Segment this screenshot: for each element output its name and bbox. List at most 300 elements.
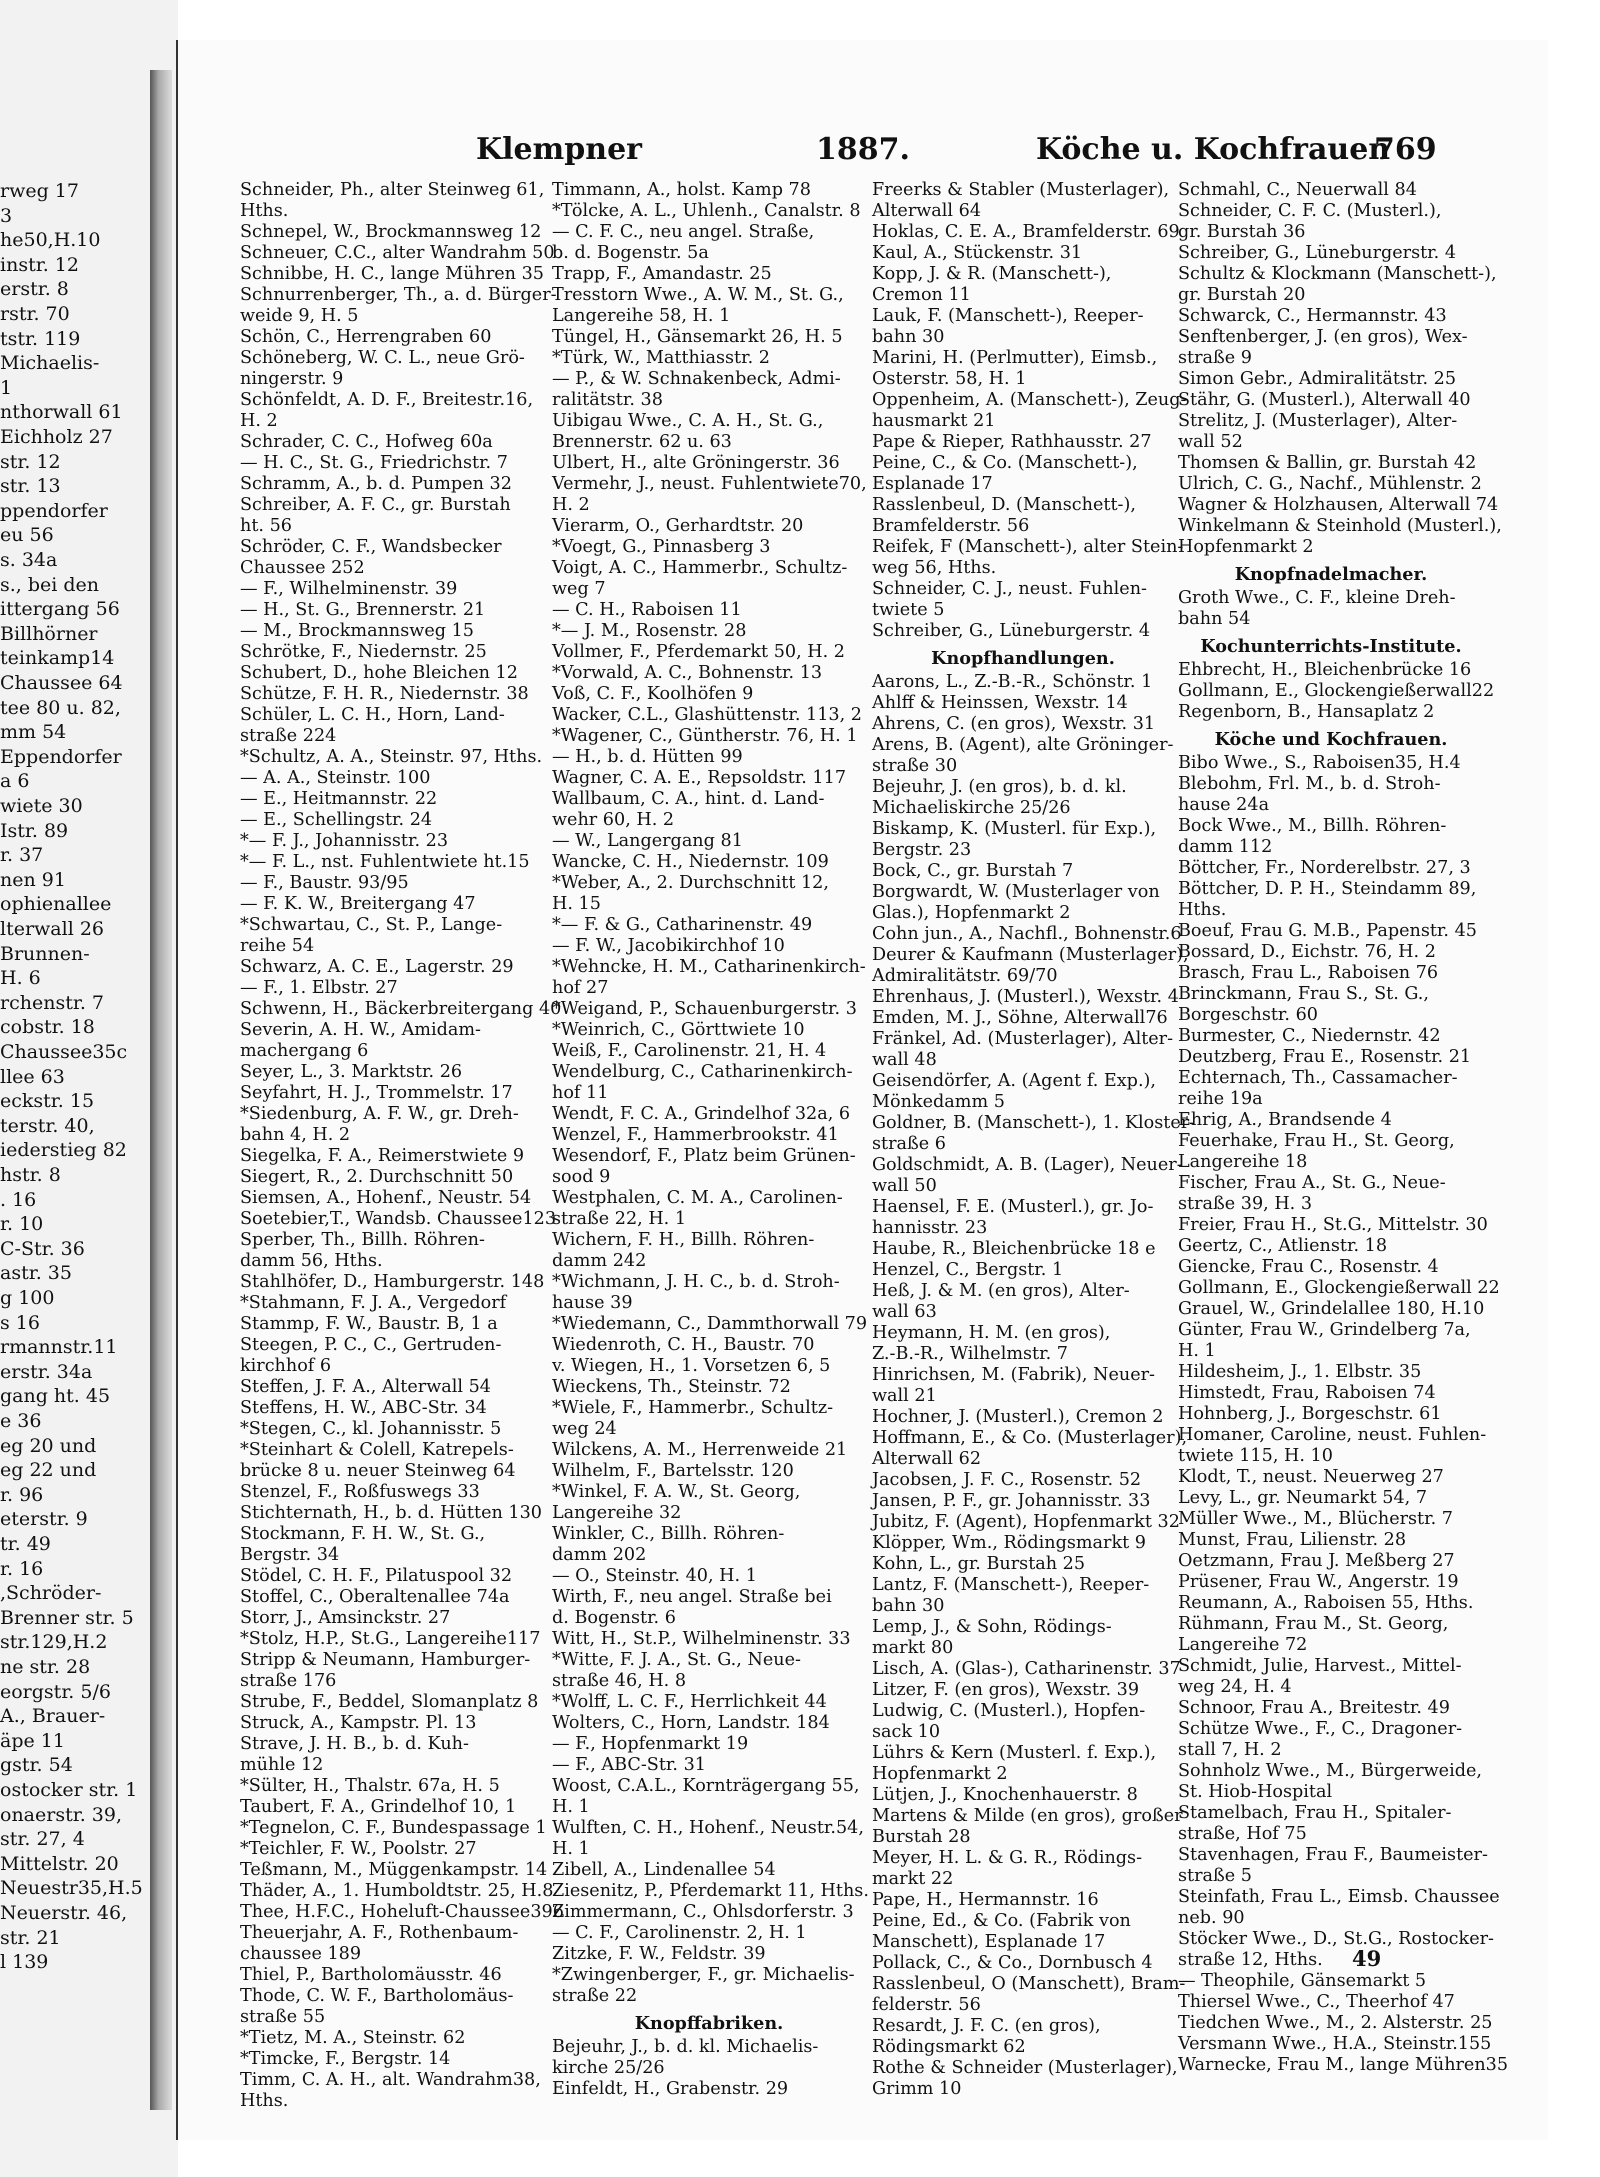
directory-entry: Teßmann, M., Müggenkampstr. 14: [240, 1860, 548, 1880]
directory-entry: H. 2: [240, 411, 278, 431]
left-page-line: eterstr. 9: [0, 1508, 88, 1531]
left-page-line: tr. 49: [0, 1533, 51, 1555]
directory-entry: Stödel, C. H. F., Pilatuspool 32: [240, 1566, 513, 1586]
left-page-line: r. 96: [0, 1483, 44, 1506]
left-page-line: A., Brauer-: [0, 1705, 106, 1728]
directory-entry: Bejeuhr, J., b. d. kl. Michaelis-: [552, 2037, 819, 2057]
directory-entry: Schön, C., Herrengraben 60: [240, 327, 492, 347]
left-page-line: astr. 35: [0, 1262, 72, 1285]
left-page-line: e 36: [0, 1410, 42, 1432]
directory-entry: Biskamp, K. (Musterl. für Exp.),: [872, 819, 1157, 839]
column-4: [1178, 180, 1509, 2075]
directory-entry: bahn 30: [872, 327, 945, 347]
directory-entry: hof 27: [552, 978, 609, 998]
directory-entry: Witt, H., St.P., Wilhelminenstr. 33: [552, 1629, 851, 1649]
directory-entry: Wagner & Holzhausen, Alterwall 74: [1178, 495, 1499, 515]
directory-entry: Wesendorf, F., Platz beim Grünen-: [552, 1146, 856, 1166]
directory-entry: damm 202: [552, 1545, 647, 1565]
directory-entry: *Wolff, L. C. F., Herrlichkeit 44: [552, 1692, 827, 1712]
left-page-line: rstr. 70: [0, 303, 70, 325]
left-page-line: gstr. 54: [0, 1754, 73, 1777]
directory-entry: Siegelka, F. A., Reimerstwiete 9: [240, 1146, 525, 1166]
directory-entry: Pollack, C., & Co., Dornbusch 4: [872, 1953, 1153, 1973]
directory-entry: — W., Langergang 81: [552, 831, 743, 851]
left-page-line: Brunnen-: [0, 942, 90, 965]
directory-entry: Brennerstr. 62 u. 63: [552, 432, 732, 452]
directory-entry: Borgwardt, W. (Musterlager von: [872, 882, 1160, 902]
left-page-line: str. 13: [0, 475, 61, 498]
directory-entry: *Weinrich, C., Görttwiete 10: [552, 1020, 805, 1040]
directory-entry: weg 24: [552, 1419, 617, 1439]
directory-entry: Winkelmann & Steinhold (Musterl.),: [1178, 516, 1502, 536]
directory-entry: Ulbert, H., alte Gröningerstr. 36: [552, 453, 840, 473]
directory-entry: Stripp & Neumann, Hamburger-: [240, 1650, 531, 1670]
directory-entry: Bergstr. 23: [872, 840, 972, 860]
directory-entry: Schneuer, C.C., alter Wandrahm 50: [240, 243, 555, 263]
directory-entry: *Teichler, F. W., Poolstr. 27: [240, 1839, 477, 1859]
directory-entry: Klöpper, Wm., Rödingsmarkt 9: [872, 1533, 1146, 1553]
directory-entry: H. 15: [552, 894, 601, 914]
directory-entry: Schneider, Ph., alter Steinweg 61,: [240, 180, 545, 200]
directory-entry: — C. H., Raboisen 11: [552, 600, 742, 620]
left-page-line: s., bei den: [0, 573, 100, 596]
directory-entry: — F., 1. Elbstr. 27: [240, 978, 398, 998]
directory-entry: Siemsen, A., Hohenf., Neustr. 54: [240, 1188, 532, 1208]
directory-entry: Kopp, J. & R. (Manschett-),: [872, 264, 1112, 284]
left-page-line: rmannstr.11: [0, 1336, 118, 1359]
directory-entry: — F., Hopfenmarkt 19: [552, 1734, 749, 1754]
directory-entry: Winkler, C., Billh. Röhren-: [552, 1524, 785, 1544]
directory-entry: *Steinhart & Colell, Katrepels-: [240, 1440, 514, 1460]
column-3: [872, 180, 1196, 2099]
left-page-line: H. 6: [0, 967, 41, 990]
directory-entry: — F., Baustr. 93/95: [240, 873, 409, 893]
directory-entry: Steffens, H. W., ABC-Str. 34: [240, 1398, 487, 1418]
directory-entry: — C. F. C., neu angel. Straße,: [552, 222, 815, 242]
directory-entry: sack 10: [872, 1722, 941, 1742]
directory-entry: Emden, M. J., Söhne, Alterwall76: [872, 1008, 1168, 1028]
directory-entry: Schreiber, G., Lüneburgerstr. 4: [872, 621, 1151, 641]
left-page-line: Chaussee 64: [0, 672, 123, 694]
directory-entry: Manschett), Esplanade 17: [872, 1932, 1106, 1952]
directory-entry: Regenborn, B., Hansaplatz 2: [1178, 702, 1435, 722]
directory-entry: Trapp, F., Amandastr. 25: [552, 264, 772, 284]
directory-entry: bahn 54: [1178, 609, 1251, 629]
directory-entry: Ludwig, C. (Musterl.), Hopfen-: [872, 1701, 1146, 1721]
directory-entry: Aarons, L., Z.-B.-R., Schönstr. 1: [872, 672, 1153, 692]
directory-entry: Weiß, F., Carolinenstr. 21, H. 4: [552, 1041, 827, 1061]
left-page-line: str. 27, 4: [0, 1828, 85, 1851]
directory-entry: Wallbaum, C. A., hint. d. Land-: [552, 789, 825, 809]
directory-entry: mühle 12: [240, 1755, 324, 1775]
section-heading: Knopfnadelmacher.: [1234, 564, 1428, 585]
left-page-line: a 6: [0, 770, 30, 793]
directory-entry: Wulften, C. H., Hohenf., Neustr.54,: [552, 1818, 864, 1838]
directory-entry: b. d. Bogenstr. 5a: [552, 243, 709, 263]
directory-entry: Schramm, A., b. d. Pumpen 32: [240, 474, 512, 494]
directory-entry: Stahlhöfer, D., Hamburgerstr. 148: [240, 1272, 545, 1292]
directory-entry: straße 39, H. 3: [1178, 1194, 1313, 1214]
left-page-line: ppendorfer: [0, 499, 108, 522]
directory-entry: Hths.: [240, 2091, 289, 2111]
directory-entry: Martens & Milde (en gros), großer: [872, 1806, 1183, 1826]
directory-entry: Grauel, W., Grindelallee 180, H.10: [1178, 1299, 1485, 1319]
directory-entry: *Voegt, G., Pinnasberg 3: [552, 537, 771, 557]
left-page-line: nthorwall 61: [0, 401, 123, 424]
directory-entry: reihe 54: [240, 936, 315, 956]
book-gutter: [150, 70, 172, 2110]
directory-entry: Chaussee 252: [240, 558, 365, 578]
directory-entry: Stähr, G. (Musterl.), Alterwall 40: [1178, 390, 1471, 410]
directory-entry: Timmann, A., holst. Kamp 78: [552, 180, 811, 200]
left-page-line: eg 22 und: [0, 1459, 97, 1482]
directory-entry: Rothe & Schneider (Musterlager),: [872, 2058, 1178, 2078]
directory-entry: Freier, Frau H., St.G., Mittelstr. 30: [1178, 1215, 1488, 1235]
directory-entry: H. 1: [552, 1797, 590, 1817]
directory-entry: weide 9, H. 5: [240, 306, 359, 326]
directory-entry: Ahrens, C. (en gros), Wexstr. 31: [872, 714, 1156, 734]
left-page-line: rchenstr. 7: [0, 991, 104, 1014]
directory-entry: *— F. L., nst. Fuhlentwiete ht.15: [240, 852, 530, 872]
left-page-line: l 139: [0, 1951, 49, 1974]
left-page-line: . 16: [0, 1188, 37, 1211]
left-page-line: ,Schröder-: [0, 1582, 102, 1605]
directory-entry: Jubitz, F. (Agent), Hopfenmarkt 32: [872, 1512, 1180, 1532]
left-page-line: str. 12: [0, 450, 61, 473]
directory-entry: — M., Brockmannsweg 15: [240, 621, 475, 641]
directory-entry: Haensel, F. E. (Musterl.), gr. Jo-: [872, 1197, 1154, 1217]
left-page-line: rweg 17: [0, 180, 79, 202]
directory-entry: St. Hiob-Hospital: [1178, 1782, 1333, 1802]
directory-entry: neb. 90: [1178, 1908, 1245, 1928]
directory-entry: *Schultz, A. A., Steinstr. 97, Hths.: [240, 747, 543, 767]
directory-entry: Ehrig, A., Brandsende 4: [1178, 1110, 1392, 1130]
directory-entry: Böttcher, D. P. H., Steindamm 89,: [1178, 879, 1477, 899]
left-page-line: onaerstr. 39,: [0, 1803, 123, 1826]
directory-entry: weg 56, Hths.: [872, 558, 997, 578]
directory-entry: *Wagener, C., Güntherstr. 76, H. 1: [552, 726, 858, 746]
directory-entry: Simon Gebr., Admiralitätstr. 25: [1178, 369, 1457, 389]
directory-entry: *Stolz, H.P., St.G., Langereihe117: [240, 1629, 541, 1649]
directory-entry: Peine, C., & Co. (Manschett-),: [872, 453, 1138, 473]
directory-entry: Hochner, J. (Musterl.), Cremon 2: [872, 1407, 1164, 1427]
directory-entry: *Wiedemann, C., Dammthorwall 79: [552, 1314, 868, 1334]
directory-entry: Cohn jun., A., Nachfl., Bohnenstr.6: [872, 924, 1182, 944]
directory-entry: *Stegen, C., kl. Johannisstr. 5: [240, 1419, 502, 1439]
directory-entry: Wancke, C. H., Niedernstr. 109: [552, 852, 829, 872]
section-heading: Knopfhandlungen.: [931, 648, 1115, 669]
directory-entry: Pape, H., Hermannstr. 16: [872, 1890, 1099, 1910]
directory-entry: Feuerhake, Frau H., St. Georg,: [1178, 1131, 1455, 1151]
left-page-line: r. 37: [0, 844, 44, 867]
directory-entry: weg 7: [552, 579, 606, 599]
left-page-line: gang ht. 45: [0, 1385, 111, 1408]
directory-entry: Ziesenitz, P., Pferdemarkt 11, Hths.: [552, 1881, 869, 1901]
directory-entry: Siegert, R., 2. Durchschnitt 50: [240, 1167, 514, 1187]
left-page-line: llee 63: [0, 1065, 65, 1088]
directory-entry: — E., Heitmannstr. 22: [240, 789, 438, 809]
left-page-line: Eichholz 27: [0, 426, 113, 448]
directory-entry: Brinckmann, Frau S., St. G.,: [1178, 984, 1429, 1004]
left-page-line: tee 80 u. 82,: [0, 696, 121, 719]
directory-entry: Storr, J., Amsinckstr. 27: [240, 1608, 451, 1628]
directory-entry: Grimm 10: [872, 2079, 962, 2099]
directory-entry: Prüsener, Frau W., Angerstr. 19: [1178, 1572, 1459, 1592]
directory-entry: Langereihe 32: [552, 1503, 682, 1523]
directory-entry: Stenzel, F., Roßfuswegs 33: [240, 1482, 480, 1502]
directory-entry: Strelitz, J. (Musterlager), Alter-: [1178, 411, 1458, 431]
directory-entry: kirchhof 6: [240, 1356, 332, 1376]
left-page-line: terstr. 40,: [0, 1114, 95, 1137]
directory-entry: twiete 115, H. 10: [1178, 1446, 1333, 1466]
directory-entry: straße 46, H. 8: [552, 1671, 687, 1691]
directory-entry: *— F. & G., Catharinenstr. 49: [552, 915, 813, 935]
directory-entry: Schönfeldt, A. D. F., Breitestr.16,: [240, 390, 534, 410]
directory-entry: *Wichmann, J. H. C., b. d. Stroh-: [552, 1272, 840, 1292]
directory-entry: markt 22: [872, 1869, 954, 1889]
directory-entry: Munst, Frau, Lilienstr. 28: [1178, 1530, 1407, 1550]
left-page-line: iederstieg 82: [0, 1139, 127, 1162]
directory-entry: hausmarkt 21: [872, 411, 996, 431]
directory-entry: Sperber, Th., Billh. Röhren-: [240, 1230, 485, 1250]
directory-entry: Schrader, C. C., Hofweg 60a: [240, 432, 493, 452]
directory-entry: Marini, H. (Perlmutter), Eimsb.,: [872, 348, 1158, 368]
directory-entry: Hths.: [1178, 900, 1227, 920]
directory-entry: Kaul, A., Stückenstr. 31: [872, 243, 1083, 263]
directory-entry: *Tölcke, A. L., Uhlenh., Canalstr. 8: [552, 201, 861, 221]
directory-entry: Wiedenroth, C. H., Baustr. 70: [552, 1335, 815, 1355]
directory-entry: Langereihe 18: [1178, 1152, 1308, 1172]
directory-entry: Rasslenbeul, D. (Manschett-),: [872, 495, 1136, 515]
left-page-line: eckstr. 15: [0, 1090, 95, 1113]
directory-entry: — Theophile, Gänsemarkt 5: [1178, 1971, 1427, 1991]
directory-entry: Bramfelderstr. 56: [872, 516, 1030, 536]
directory-entry: Deurer & Kaufmann (Musterlager),: [872, 945, 1189, 965]
left-page-line: erstr. 34a: [0, 1360, 93, 1383]
directory-entry: Soetebier,T., Wandsb. Chaussee123: [240, 1209, 557, 1229]
directory-entry: Lührs & Kern (Musterl. f. Exp.),: [872, 1743, 1157, 1763]
left-page-line: hstr. 8: [0, 1164, 61, 1186]
section-heading: Köche und Kochfrauen.: [1214, 729, 1448, 750]
left-page-line: instr. 12: [0, 253, 79, 276]
directory-entry: Hohnberg, J., Borgeschstr. 61: [1178, 1404, 1442, 1424]
directory-entry: Schneider, C. J., neust. Fuhlen-: [872, 579, 1147, 599]
directory-entry: Reifek, F (Manschett-), alter Stein-: [872, 537, 1184, 557]
directory-entry: Struck, A., Kampstr. Pl. 13: [240, 1713, 477, 1733]
section-heading: Kochunterrichts-Institute.: [1200, 636, 1462, 657]
directory-entry: Zibell, A., Lindenallee 54: [552, 1860, 776, 1880]
directory-entry: Jacobsen, J. F. C., Rosenstr. 52: [872, 1470, 1142, 1490]
directory-entry: Schwarck, C., Hermannstr. 43: [1178, 306, 1447, 326]
directory-entry: Borgeschstr. 60: [1178, 1005, 1318, 1025]
left-page-line: mm 54: [0, 721, 67, 744]
directory-entry: v. Wiegen, H., 1. Vorsetzen 6, 5: [552, 1356, 831, 1376]
directory-entry: Severin, A. H. W., Amidam-: [240, 1020, 481, 1040]
directory-entry: Bergstr. 34: [240, 1545, 340, 1565]
directory-entry: Rühmann, Frau M., St. Georg,: [1178, 1614, 1449, 1634]
directory-entry: Michaeliskirche 25/26: [872, 798, 1071, 818]
directory-entry: Himstedt, Frau, Raboisen 74: [1178, 1383, 1436, 1403]
directory-entry: hof 11: [552, 1083, 609, 1103]
directory-entry: Tiedchen Wwe., M., 2. Alsterstr. 25: [1178, 2013, 1493, 2033]
left-page-line: äpe 11: [0, 1729, 65, 1752]
directory-entry: *Schwartau, C., St. P., Lange-: [240, 915, 503, 935]
directory-entry: Arens, B. (Agent), alte Gröninger-: [872, 735, 1174, 755]
directory-entry: weg 24, H. 4: [1178, 1677, 1292, 1697]
header-year: 1887.: [816, 132, 910, 167]
left-page-line: 1: [0, 376, 13, 399]
directory-entry: Stöcker Wwe., D., St.G., Rostocker-: [1178, 1929, 1494, 1949]
directory-entry: *Timcke, F., Bergstr. 14: [240, 2049, 451, 2069]
directory-entry: Burmester, C., Niedernstr. 42: [1178, 1026, 1441, 1046]
directory-entry: Seyer, L., 3. Marktstr. 26: [240, 1062, 463, 1082]
directory-entry: Tüngel, H., Gänsemarkt 26, H. 5: [552, 327, 843, 347]
left-page-line: Chaussee35c: [0, 1041, 128, 1063]
left-page-line: tstr. 119: [0, 327, 81, 350]
directory-entry: twiete 5: [872, 600, 945, 620]
directory-entry: Admiralitätstr. 69/70: [872, 966, 1058, 986]
directory-entry: straße 30: [872, 756, 958, 776]
directory-entry: Alterwall 64: [872, 201, 982, 221]
directory-entry: Wendt, F. C. A., Grindelhof 32a, 6: [552, 1104, 851, 1124]
left-page-line: eu 56: [0, 524, 54, 547]
left-page-line: g 100: [0, 1287, 55, 1309]
directory-entry: Fischer, Frau A., St. G., Neue-: [1178, 1173, 1446, 1193]
directory-entry: Wenzel, F., Hammerbrookstr. 41: [552, 1125, 839, 1145]
left-page-line: ostocker str. 1: [0, 1779, 138, 1801]
directory-entry: Wilhelm, F., Bartelsstr. 120: [552, 1461, 794, 1481]
directory-entry: Stamelbach, Frau H., Spitaler-: [1178, 1803, 1452, 1823]
directory-entry: Steinfath, Frau L., Eimsb. Chaussee: [1178, 1887, 1500, 1907]
directory-entry: ht. 56: [240, 516, 292, 536]
header-left-keyword: Klempner: [476, 132, 642, 167]
directory-entry: Oetzmann, Frau J. Meßberg 27: [1178, 1551, 1455, 1571]
directory-entry: — A. A., Steinstr. 100: [240, 768, 431, 788]
directory-entry: Oppenheim, A. (Manschett-), Zeug-: [872, 390, 1187, 410]
directory-entry: Thiel, P., Bartholomäusstr. 46: [240, 1965, 502, 1985]
directory-entry: straße 12, Hths.: [1178, 1950, 1323, 1970]
directory-entry: Bibo Wwe., S., Raboisen35, H.4: [1178, 753, 1461, 773]
left-page-line: nen 91: [0, 868, 66, 891]
directory-entry: Goldschmidt, A. B. (Lager), Neuer-: [872, 1155, 1183, 1175]
directory-entry: H. 2: [552, 495, 590, 515]
directory-entry: Wendelburg, C., Catharinenkirch-: [552, 1062, 853, 1082]
directory-entry: Schmidt, Julie, Harvest., Mittel-: [1178, 1656, 1462, 1676]
directory-entry: *Stahmann, F. J. A., Vergedorf: [240, 1293, 507, 1313]
directory-entry: Schöneberg, W. C. L., neue Grö-: [240, 348, 525, 368]
directory-entry: Lisch, A. (Glas-), Catharinenstr. 37: [872, 1659, 1181, 1679]
directory-entry: Günter, Frau W., Grindelberg 7a,: [1178, 1320, 1471, 1340]
directory-entry: Hths.: [240, 201, 289, 221]
directory-entry: Schrötke, F., Niedernstr. 25: [240, 642, 487, 662]
directory-entry: Boeuf, Frau G. M.B., Papenstr. 45: [1178, 921, 1477, 941]
directory-entry: Schneider, C. F. C. (Musterl.),: [1178, 201, 1442, 221]
directory-entry: Einfeldt, H., Grabenstr. 29: [552, 2079, 789, 2099]
directory-entry: Bejeuhr, J. (en gros), b. d. kl.: [872, 777, 1127, 797]
left-page-line: Mittelstr. 20: [0, 1852, 119, 1875]
directory-entry: *Wiele, F., Hammerbr., Schultz-: [552, 1398, 834, 1418]
directory-entry: bahn 30: [872, 1596, 945, 1616]
directory-entry: — F., ABC-Str. 31: [552, 1755, 706, 1775]
directory-entry: Strube, F., Beddel, Slomanplatz 8: [240, 1692, 539, 1712]
directory-entry: Theuerjahr, A. F., Rothenbaum-: [240, 1923, 519, 1943]
directory-entry: — F. K. W., Breitergang 47: [240, 894, 476, 914]
directory-entry: Meyer, H. L. & G. R., Rödings-: [872, 1848, 1143, 1868]
directory-entry: hannisstr. 23: [872, 1218, 988, 1238]
directory-entry: Warnecke, Frau M., lange Mühren35: [1178, 2055, 1509, 2075]
directory-entry: damm 242: [552, 1251, 647, 1271]
directory-entry: H. 1: [1178, 1341, 1216, 1361]
directory-entry: *Zwingenberger, F., gr. Michaelis-: [552, 1965, 855, 1985]
directory-entry: chaussee 189: [240, 1944, 362, 1964]
section-heading: Knopffabriken.: [634, 2013, 784, 2034]
directory-entry: sood 9: [552, 1167, 611, 1187]
directory-entry: Vollmer, F., Pferdemarkt 50, H. 2: [552, 642, 845, 662]
directory-entry: Hinrichsen, M. (Fabrik), Neuer-: [872, 1365, 1155, 1385]
directory-entry: Gollmann, E., Glockengießerwall22: [1178, 681, 1495, 701]
directory-entry: Kohn, L., gr. Burstah 25: [872, 1554, 1086, 1574]
left-page-line: str.129,H.2: [0, 1631, 108, 1654]
directory-entry: straße 6: [872, 1134, 946, 1154]
directory-entry: Wolters, C., Horn, Landstr. 184: [552, 1713, 830, 1733]
directory-entry: Senftenberger, J. (en gros), Wex-: [1178, 327, 1468, 347]
directory-entry: Zitzke, F. W., Feldstr. 39: [552, 1944, 766, 1964]
directory-entry: straße 5: [1178, 1866, 1252, 1886]
directory-entry: Klodt, T., neust. Neuerweg 27: [1178, 1467, 1444, 1487]
directory-entry: Wichern, F. H., Billh. Röhren-: [552, 1230, 815, 1250]
directory-entry: Osterstr. 58, H. 1: [872, 369, 1027, 389]
directory-entry: Fränkel, Ad. (Musterlager), Alter-: [872, 1029, 1174, 1049]
directory-entry: damm 56, Hths.: [240, 1251, 383, 1271]
directory-entry: Echternach, Th., Cassamacher-: [1178, 1068, 1458, 1088]
left-page-line: teinkamp14: [0, 647, 115, 670]
directory-entry: Esplanade 17: [872, 474, 993, 494]
directory-entry: *Weigand, P., Schauenburgerstr. 3: [552, 999, 857, 1019]
running-header: [226, 132, 1437, 172]
directory-entry: straße 9: [1178, 348, 1252, 368]
directory-entry: Wagner, C. A. E., Repsoldstr. 117: [552, 768, 847, 788]
directory-entry: ralitätstr. 38: [552, 390, 663, 410]
directory-entry: Steffen, J. F. A., Alterwall 54: [240, 1377, 491, 1397]
directory-entry: Haube, R., Bleichenbrücke 18 e: [872, 1239, 1156, 1259]
directory-entry: Rödingsmarkt 62: [872, 2037, 1026, 2057]
left-page-line: Neuerstr. 46,: [0, 1902, 128, 1924]
directory-entry: Thiersel Wwe., C., Theerhof 47: [1178, 1992, 1455, 2012]
directory-entry: Wacker, C.L., Glashüttenstr. 113, 2: [552, 705, 862, 725]
directory-entry: straße 22: [552, 1986, 638, 2006]
directory-entry: Litzer, F. (en gros), Wexstr. 39: [872, 1680, 1140, 1700]
directory-entry: Schröder, C. F., Wandsbecker: [240, 537, 502, 557]
directory-entry: d. Bogenstr. 6: [552, 1608, 676, 1628]
left-page-line: Michaelis-: [0, 352, 100, 375]
directory-entry: Versmann Wwe., H.A., Steinstr.155: [1178, 2034, 1492, 2054]
left-page-line: r. 16: [0, 1557, 44, 1580]
signature-mark: 49: [1352, 1946, 1382, 1971]
directory-entry: Vermehr, J., neust. Fuhlentwiete70,: [552, 474, 867, 494]
directory-entry: Schreiber, A. F. C., gr. Burstah: [240, 495, 511, 515]
directory-entry: *— J. M., Rosenstr. 28: [552, 621, 747, 641]
directory-entry: Wirth, F., neu angel. Straße bei: [552, 1587, 832, 1607]
directory-entry: Schubert, D., hohe Bleichen 12: [240, 663, 518, 683]
directory-entry: Ulrich, C. G., Nachf., Mühlenstr. 2: [1178, 474, 1482, 494]
directory-entry: Glas.), Hopfenmarkt 2: [872, 903, 1071, 923]
directory-entry: machergang 6: [240, 1041, 369, 1061]
directory-entry: Hopfenmarkt 2: [1178, 537, 1314, 557]
directory-entry: ningerstr. 9: [240, 369, 344, 389]
directory-entry: wall 50: [872, 1176, 937, 1196]
directory-entry: Schreiber, G., Lüneburgerstr. 4: [1178, 243, 1457, 263]
directory-entry: Schnibbe, H. C., lange Mühren 35: [240, 264, 544, 284]
